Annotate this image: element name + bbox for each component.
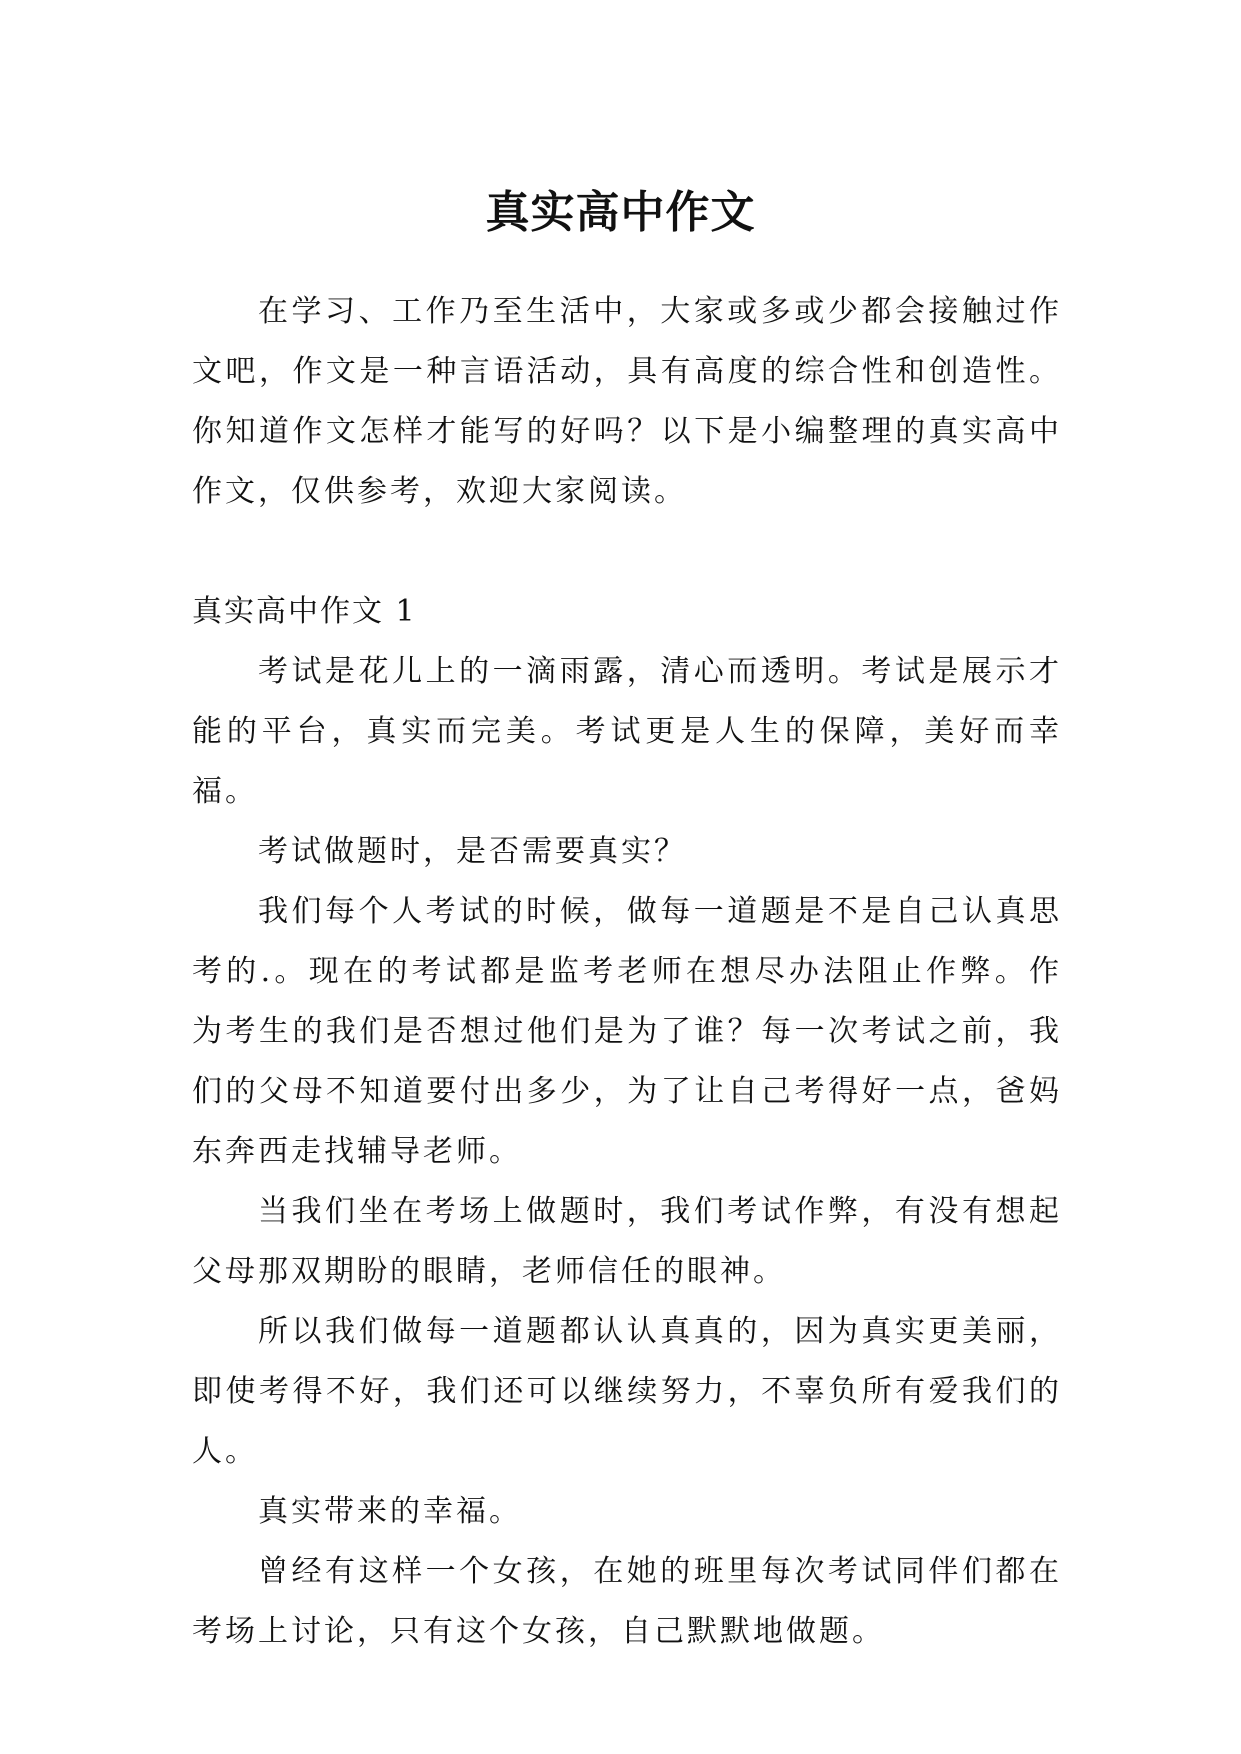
body-paragraph: 当我们坐在考场上做题时，我们考试作弊，有没有想起父母那双期盼的眼睛，老师信任的眼神。 — [192, 1194, 1062, 1289]
intro-paragraph: 在学习、工作乃至生活中，大家或多或少都会接触过作文吧，作文是一种言语活动，具有高度的综合性和创造性。你知道作文怎样才能写的好吗？以下是小编整理的真实高中作文，仅供参考，欢迎大家阅读。 — [192, 294, 1062, 509]
body-paragraph: 考试做题时，是否需要真实？ — [258, 834, 687, 869]
body-paragraph: 真实带来的幸福。 — [258, 1494, 522, 1529]
body-paragraph: 所以我们做每一道题都认认真真的，因为真实更美丽，即使考得不好，我们还可以继续努力，不辜负所有爱我们的人。 — [192, 1314, 1062, 1469]
body-paragraph: 考试是花儿上的一滴雨露，清心而透明。考试是展示才能的平台，真实而完美。考试更是人生的保障，美好而幸福。 — [192, 654, 1062, 809]
document-title: 真实高中作文 — [485, 187, 756, 239]
body-paragraph: 我们每个人考试的时候，做每一道题是不是自己认真思考的.。现在的考试都是监考老师在想尽办法阻止作弊。作为考生的我们是否想过他们是为了谁？每一次考试之前，我们的父母不知道要付出多少，为了让自己考得好一点，爸妈东奔西走找辅导老师。 — [192, 894, 1062, 1169]
document-body — [192, 282, 1062, 1662]
body-paragraph: 曾经有这样一个女孩，在她的班里每次考试同伴们都在考场上讨论，只有这个女孩，自己默默地做题。 — [192, 1554, 1062, 1649]
section-heading: 真实高中作文 1 — [192, 594, 417, 629]
